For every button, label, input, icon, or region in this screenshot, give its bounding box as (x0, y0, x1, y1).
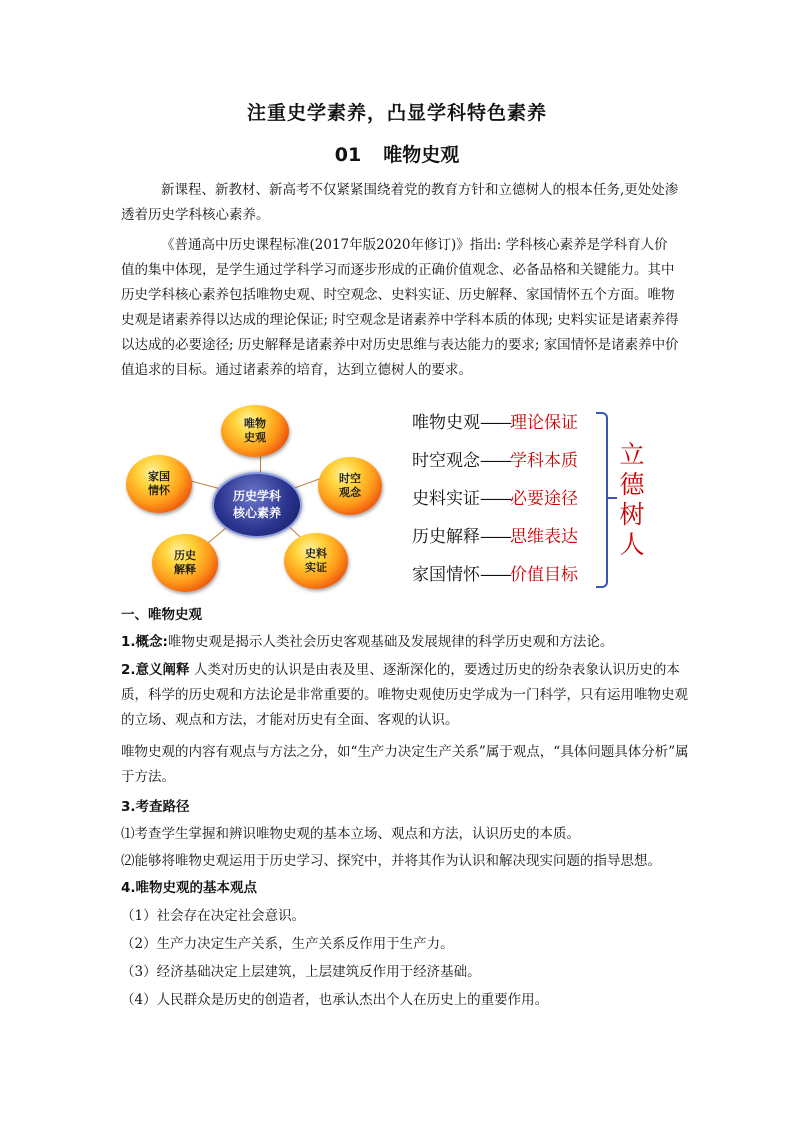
node-line: 唯物 (244, 417, 266, 430)
role-key: 家国情怀 (412, 565, 480, 585)
section-heading: 一、唯物史观 (121, 607, 202, 623)
meaning-text: 人类对历史的认识是由表及里、逐渐深化的，要透过历史的纷杂表象认识历史的本质，科学的历史观和方法论是非常重要的。唯物史观使历史学成为一门科学，只有运用唯物史观的立场、观点和方法，才能对历史有全面、客观的认识。 (121, 662, 688, 728)
role-value: 理论保证 (510, 413, 578, 433)
role-dash: —— (480, 527, 510, 547)
meaning-label: 2.意义阐释 (121, 662, 190, 678)
intro-paragraph-2: 《普通高中历史课程标准(2017年版2020年修订)》指出: 学科核心素养是学科育人价值的集中体现，是学生通过学科学习而逐步形成的正确价值观念、必备品格和关键能力。其中历史学科核心素养包括唯物史观、时空观念、史料实证、历史解释、家国情怀五个方面。唯物史观是诸素养得以达成的理论保证; 时空观念是诸素养中学科本质的体现; 史料实证是诸素养得以达成的必要途径; 历史解释是诸素养中对历史思维与表达能力的要求; 家国情怀是诸素养中价值追求的目标。通过诸素养的培育，达到立德树人的要求。 (121, 237, 679, 378)
concept-paragraph (121, 630, 691, 655)
section-subtitle (0, 140, 794, 167)
role-dash: —— (480, 565, 510, 585)
node-materialism (221, 405, 289, 457)
meaning-paragraph (121, 658, 691, 733)
node-space-time (318, 457, 382, 515)
document-title: 注重史学素养，凸显学科特色素养 (246, 102, 547, 124)
node-patriotism (126, 455, 192, 513)
node-line: 史料 (305, 547, 327, 560)
concept-text: 唯物史观是揭示人类社会历史客观基础及发展规律的科学历史观和方法论。 (167, 634, 614, 650)
literacy-role-list (412, 404, 652, 594)
hub-center (212, 472, 302, 538)
node-line: 情怀 (148, 484, 170, 497)
view-item: （2）生产力决定生产关系，生产关系反作用于生产力。 (121, 936, 454, 952)
path-heading: 3.考查路径 (121, 799, 190, 815)
hub-line: 历史学科 (232, 489, 281, 503)
role-row (412, 522, 578, 552)
view-item: （1）社会存在决定社会意识。 (121, 908, 306, 924)
role-dash: —— (480, 413, 510, 433)
node-line: 实证 (305, 561, 327, 574)
node-line: 史观 (244, 431, 266, 444)
core-literacy-hub-diagram (120, 400, 380, 600)
role-row (412, 408, 578, 438)
view-item: （3）经济基础决定上层建筑，上层建筑反作用于经济基础。 (121, 964, 481, 980)
bracket-tip (607, 497, 617, 499)
role-value: 学科本质 (510, 451, 578, 471)
role-key: 历史解释 (412, 527, 480, 547)
role-value: 必要途径 (510, 489, 578, 509)
node-line: 解释 (174, 563, 196, 576)
role-dash: —— (480, 489, 510, 509)
role-key: 唯物史观 (412, 413, 480, 433)
goal-vertical-text: 立德树人 (619, 440, 645, 559)
role-row (412, 560, 578, 590)
views-heading: 4.唯物史观的基本观点 (121, 880, 258, 896)
path-item: ⑵能够将唯物史观运用于历史学习、探究中，并将其作为认识和解决现实问题的指导思想。 (121, 853, 661, 869)
role-dash: —— (480, 451, 510, 471)
intro-paragraph-1: 新课程、新教材、新高考不仅紧紧围绕着党的教育方针和立德树人的根本任务,更处处渗透着历史学科核心素养。 (121, 182, 679, 223)
node-line: 历史 (174, 549, 196, 562)
view-item: （4）人民群众是历史的创造者，也承认杰出个人在历史上的重要作用。 (121, 992, 549, 1008)
content-paragraph: 唯物史观的内容有观点与方法之分，如“生产力决定生产关系”属于观点，“具体问题具体分析”属于方法。 (121, 744, 689, 785)
bracket-line (596, 412, 608, 588)
role-key: 史料实证 (412, 489, 480, 509)
hub-line: 核心素养 (232, 506, 281, 520)
role-value: 价值目标 (510, 565, 578, 585)
node-evidence (284, 533, 348, 589)
node-line: 时空 (339, 472, 361, 485)
role-key: 时空观念 (412, 451, 480, 471)
subtitle-number: 01 (334, 144, 362, 166)
role-row (412, 446, 578, 476)
role-value: 思维表达 (510, 527, 578, 547)
path-item: ⑴考查学生掌握和辨识唯物史观的基本立场、观点和方法，认识历史的本质。 (121, 826, 580, 842)
node-line: 家国 (148, 470, 170, 483)
role-row (412, 484, 578, 514)
concept-label: 1.概念: (121, 634, 168, 650)
node-interpretation (152, 534, 218, 592)
subtitle-text: 唯物史观 (383, 144, 460, 166)
node-line: 观念 (339, 486, 361, 499)
